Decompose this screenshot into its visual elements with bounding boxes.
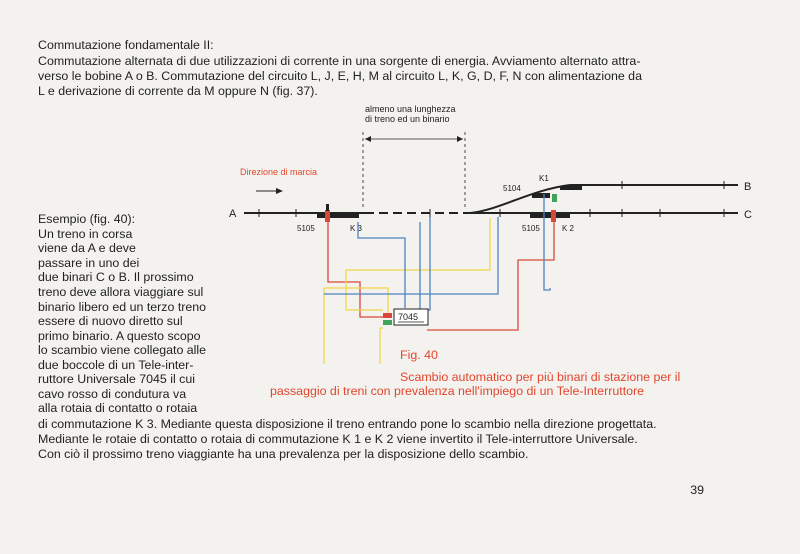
page-number: 39 xyxy=(690,483,704,497)
example-line: lo scambio viene collegato alle xyxy=(38,343,207,357)
body-line: Mediante le rotaie di contatto o rotaia di commutazione K 1 e K 2 viene invertito il Tele-interruttore Universale. xyxy=(38,432,638,446)
example-line: Esempio (fig. 40): xyxy=(38,212,136,226)
direction-label: Direzione di marcia xyxy=(240,167,318,177)
contact-k2-label: K 2 xyxy=(562,224,575,233)
length-note-line1: almeno una lunghezza xyxy=(365,104,456,114)
length-note-line2: di treno ed un binario xyxy=(365,114,450,124)
example-line: ruttore Universale 7045 il cui xyxy=(38,372,196,386)
section-heading: Commutazione fondamentale II: xyxy=(38,38,214,52)
example-line: alla rotaia di contatto o rotaia xyxy=(38,401,198,415)
example-line: cavo rosso di condutura va xyxy=(38,387,187,401)
intro-line: verso le bobine A o B. Commutazione del circuito L, J, E, H, M al circuito L, K, G, D, F, N con alimentazione da xyxy=(38,69,642,83)
intro-line: Commutazione alternata di due utilizzazioni di corrente in una sorgente di energia. Avviamento alternato attra- xyxy=(38,54,641,68)
contact-k1-label: K1 xyxy=(539,174,549,183)
example-line: binario libero ed un terzo treno xyxy=(38,300,207,314)
example-line: passare in uno dei xyxy=(38,256,140,270)
track-label-a: A xyxy=(229,208,237,220)
example-line: essere di nuovo diretto sul xyxy=(38,314,183,328)
body-line: Con ciò il prossimo treno viaggiante ha una prevalenza per la disposizione dello scambio. xyxy=(38,447,529,461)
figure-caption-line: passaggio di treni con prevalenza nell'impiego di un Tele-Interruttore xyxy=(270,384,645,398)
example-line: Un treno in corsa xyxy=(38,227,133,241)
length-bracket xyxy=(363,132,465,210)
intro-line: L e derivazione di corrente da M oppure N (fig. 37). xyxy=(38,84,318,98)
contact-track-k2 xyxy=(530,210,570,222)
switch-number-label: 5104 xyxy=(503,184,521,193)
contact-k3-label: K 3 xyxy=(350,224,363,233)
contact-track-k1 xyxy=(560,186,582,190)
example-line: due boccole di un Tele-inter- xyxy=(38,358,194,372)
example-line: treno deve allora viaggiare sul xyxy=(38,285,204,299)
contact-k2-part-label: 5105 xyxy=(522,224,540,233)
example-line: viene da A e deve xyxy=(38,241,136,255)
wiring xyxy=(324,194,554,364)
figure-number: Fig. 40 xyxy=(400,348,438,362)
track-label-c: C xyxy=(744,209,752,221)
contact-k3-part-label: 5105 xyxy=(297,224,315,233)
relay-label: 7045 xyxy=(398,312,419,322)
track-label-b: B xyxy=(744,181,752,193)
example-line: due binari C o B. Il prossimo xyxy=(38,270,194,284)
figure-caption-line: Scambio automatico per più binari di stazione per il xyxy=(400,370,681,384)
example-line: primo binario. A questo scopo xyxy=(38,329,201,343)
direction-arrow-icon xyxy=(256,188,283,194)
body-line: di commutazione K 3. Mediante questa disposizione il treno entrando pone lo scambio nella direzione progettata. xyxy=(38,417,657,431)
